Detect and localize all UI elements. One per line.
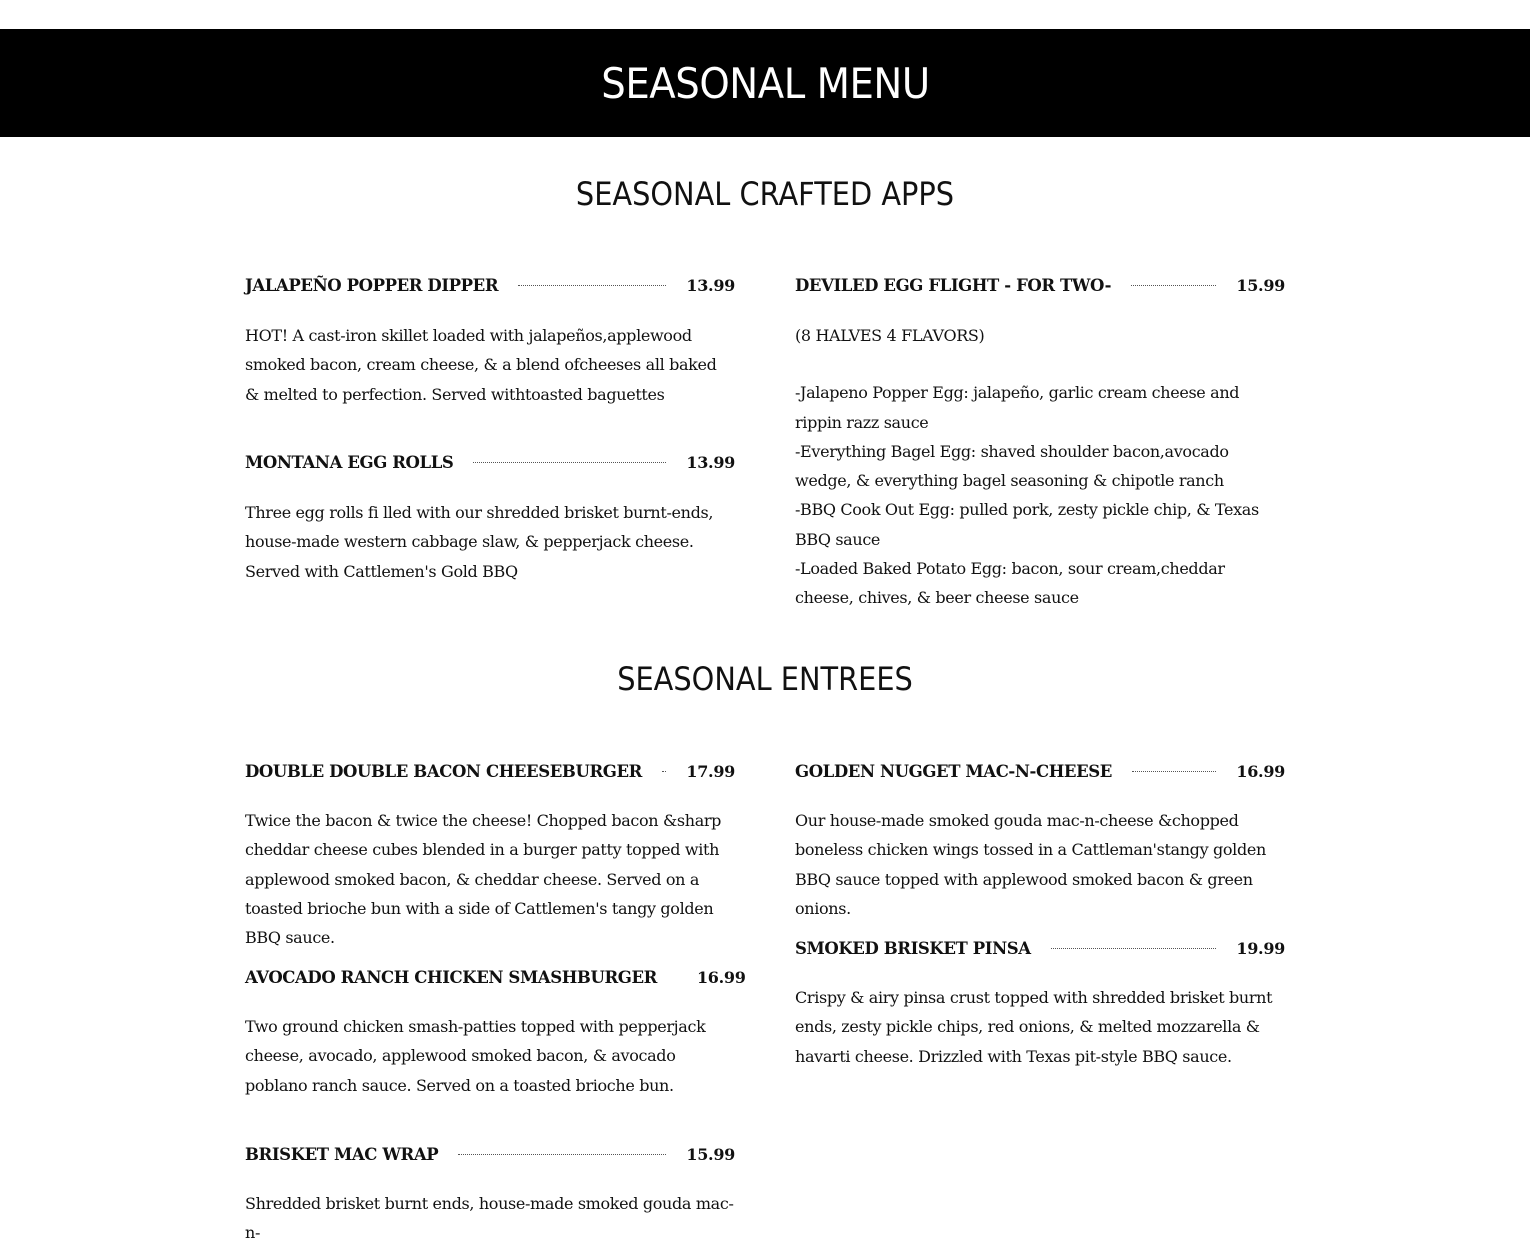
item-name: BRISKET MAC WRAP bbox=[245, 1144, 439, 1164]
item-name: GOLDEN NUGGET MAC-N-CHEESE bbox=[795, 761, 1112, 781]
item-description bbox=[795, 378, 1285, 612]
item-description: Three egg rolls fi lled with our shredded brisket burnt-ends, house-made western cabbage slaw, & pepperjack cheese. Served with Cattlemen's Gold BBQ bbox=[245, 503, 714, 581]
dotted-leader bbox=[518, 285, 666, 286]
apps-left-column bbox=[245, 273, 735, 409]
item-name: JALAPEÑO POPPER DIPPER bbox=[245, 275, 499, 295]
item-subtitle: (8 HALVES 4 FLAVORS) bbox=[795, 326, 985, 345]
item-description: Two ground chicken smash-patties topped with pepperjack cheese, avocado, applewood smoked bacon, & avocado poblano ranch sauce. Served on a toasted brioche bun. bbox=[245, 1017, 706, 1095]
item-price: 13.99 bbox=[686, 452, 735, 472]
entrees-right-item-2 bbox=[795, 936, 1285, 1071]
section-title-apps: SEASONAL CRAFTED APPS bbox=[575, 175, 955, 213]
dotted-leader bbox=[1131, 285, 1216, 286]
item-name: SMOKED BRISKET PINSA bbox=[795, 938, 1031, 958]
flavor-line: -Jalapeno Popper Egg: jalapeño, garlic cream cheese and rippin razz sauce bbox=[795, 383, 1240, 432]
dotted-leader bbox=[1132, 771, 1216, 772]
item-name: DEVILED EGG FLIGHT - FOR TWO- bbox=[795, 275, 1112, 295]
entrees-left-item-1 bbox=[245, 759, 735, 952]
menu-item-header bbox=[795, 759, 1285, 783]
item-price: 15.99 bbox=[1236, 275, 1285, 295]
item-name: MONTANA EGG ROLLS bbox=[245, 452, 454, 472]
item-price: 16.99 bbox=[696, 967, 746, 987]
entrees-left-item-2 bbox=[245, 965, 746, 1100]
menu-item-header bbox=[245, 759, 735, 783]
menu-item bbox=[245, 759, 735, 952]
menu-item-header bbox=[245, 1142, 735, 1166]
item-description: Our house-made smoked gouda mac-n-cheese &chopped boneless chicken wings tossed in a Cattleman'stangy golden BBQ sauce topped with applewood smoked bacon & green onions. bbox=[795, 811, 1266, 918]
item-description: Crispy & airy pinsa crust topped with shredded brisket burnt ends, zesty pickle chips, red onions, & melted mozzarella & havarti cheese. Drizzled with Texas pit-style BBQ sauce. bbox=[795, 988, 1273, 1066]
section-title-entrees: SEASONAL ENTREES bbox=[617, 660, 913, 698]
flavor-line: -Loaded Baked Potato Egg: bacon, sour cream,cheddar cheese, chives, & beer cheese sauce bbox=[795, 559, 1225, 608]
entrees-right-item-1 bbox=[795, 759, 1285, 923]
item-name: AVOCADO RANCH CHICKEN SMASHBURGER bbox=[245, 967, 657, 987]
page-title: SEASONAL MENU bbox=[600, 58, 930, 108]
dotted-leader bbox=[662, 771, 666, 772]
flavor-line: -BBQ Cook Out Egg: pulled pork, zesty pickle chip, & Texas BBQ sauce bbox=[795, 500, 1259, 549]
dotted-leader bbox=[1051, 948, 1217, 949]
apps-right-column bbox=[795, 273, 1285, 613]
menu-item-header bbox=[795, 273, 1285, 297]
item-description: HOT! A cast-iron skillet loaded with jalapeños,applewood smoked bacon, cream cheese, & a blend ofcheeses all baked & melted to perfection. Served withtoasted baguettes bbox=[245, 326, 717, 404]
menu-item-header bbox=[245, 450, 735, 474]
menu-item bbox=[245, 1142, 735, 1248]
item-price: 17.99 bbox=[686, 761, 735, 781]
menu-item-header bbox=[245, 273, 735, 297]
menu-banner bbox=[0, 29, 1530, 137]
item-name: DOUBLE DOUBLE BACON CHEESEBURGER bbox=[245, 761, 642, 781]
apps-left-column-2 bbox=[245, 450, 735, 586]
item-price: 13.99 bbox=[686, 275, 735, 295]
item-price: 19.99 bbox=[1236, 938, 1285, 958]
dotted-leader bbox=[458, 1154, 666, 1155]
menu-item-header bbox=[795, 936, 1285, 960]
menu-item bbox=[795, 936, 1285, 1071]
flavor-line: -Everything Bagel Egg: shaved shoulder bacon,avocado wedge, & everything bagel seasoning & chipotle ranch bbox=[795, 441, 1229, 491]
menu-item-header bbox=[245, 965, 746, 989]
item-description: Shredded brisket burnt ends, house-made smoked gouda mac-n- bbox=[245, 1194, 734, 1243]
dotted-leader bbox=[473, 462, 666, 463]
item-description: Twice the bacon & twice the cheese! Chopped bacon &sharp cheddar cheese cubes blended in a burger patty topped with applewood smoked bacon, & cheddar cheese. Served on a toasted brioche bun with a side of Cattlemen's tangy golden BBQ sauce. bbox=[245, 811, 722, 948]
menu-item bbox=[795, 759, 1285, 923]
entrees-left-item-3 bbox=[245, 1142, 735, 1248]
item-price: 15.99 bbox=[686, 1144, 735, 1164]
menu-item bbox=[245, 965, 746, 1100]
item-price: 16.99 bbox=[1236, 761, 1285, 781]
menu-item bbox=[245, 273, 735, 409]
menu-item bbox=[795, 273, 1285, 613]
menu-item bbox=[245, 450, 735, 586]
